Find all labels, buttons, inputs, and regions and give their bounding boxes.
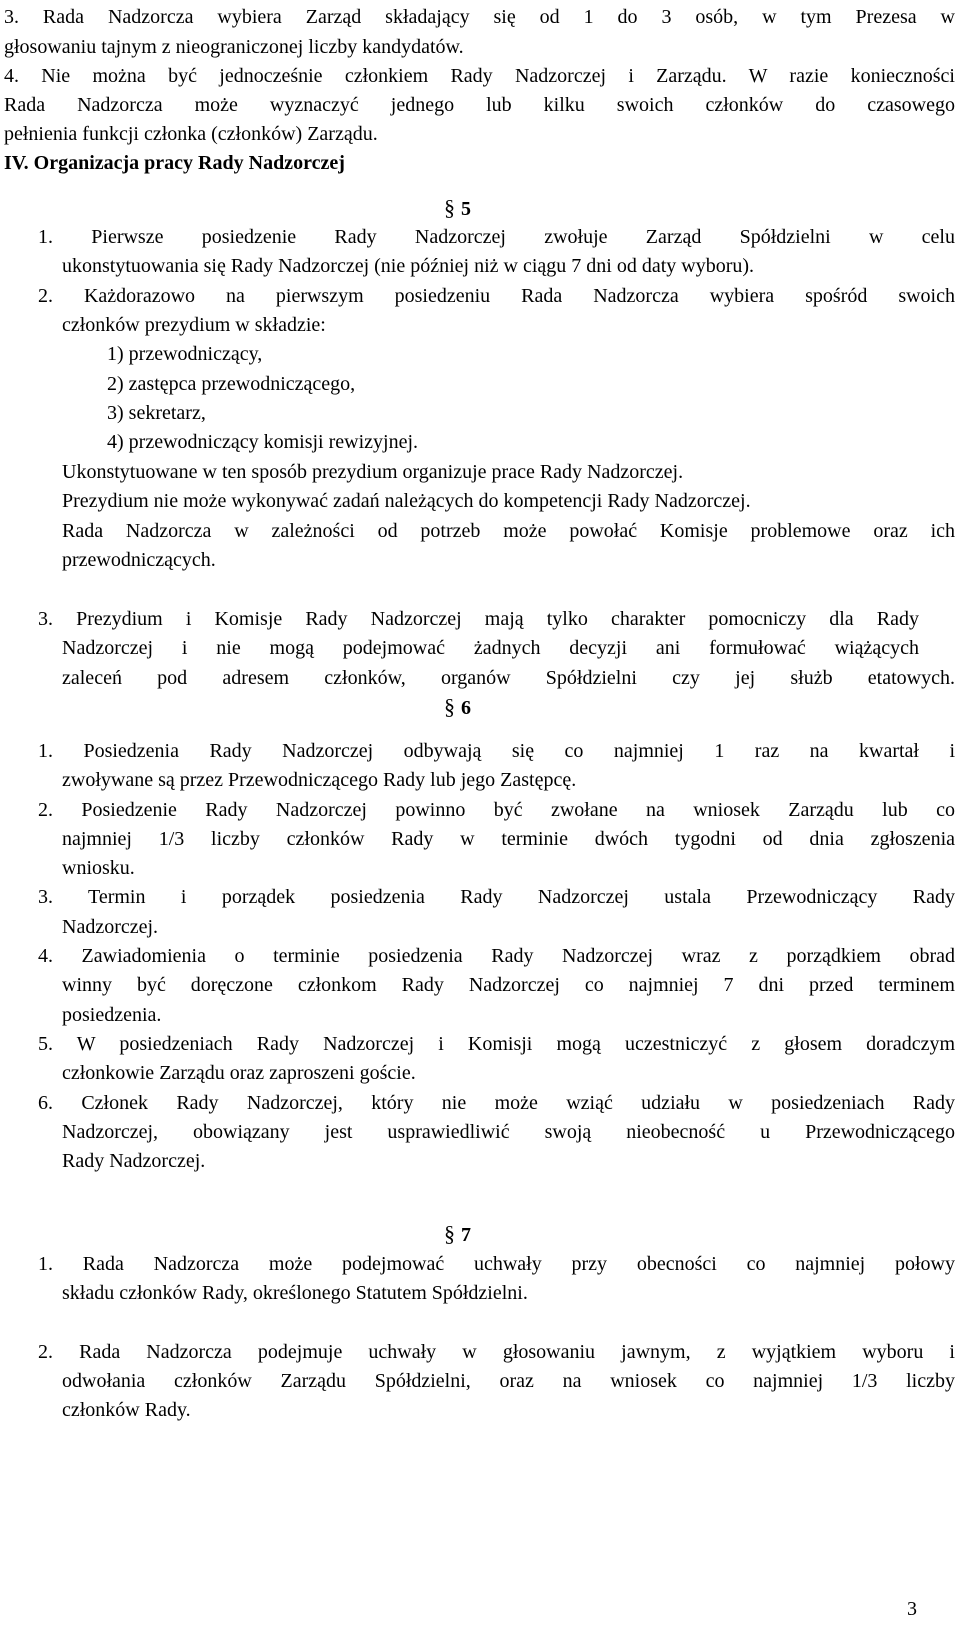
- paragraph-line: przewodniczących.: [62, 549, 216, 571]
- list-item: 1) przewodniczący,: [107, 343, 263, 365]
- paragraph-6-heading: [444, 696, 471, 719]
- section-heading: IV. Organizacja pracy Rady Nadzorczej: [4, 152, 345, 174]
- list-item: członkowie Zarządu oraz zaproszeni goście.: [62, 1062, 416, 1084]
- intro-line: 3. Rada Nadzorcza wybiera Zarząd składający się od 1 do 3 osób, w tym Prezesa w: [4, 6, 955, 28]
- paragraph-number: 5: [461, 198, 471, 220]
- paragraph-line: Rada Nadzorcza w zależności od potrzeb może powołać Komisje problemowe oraz ich: [62, 520, 955, 542]
- paragraph-7-heading: [444, 1223, 471, 1246]
- list-item: Nadzorczej.: [62, 916, 159, 938]
- list-item: 5. W posiedzeniach Rady Nadzorczej i Komisji mogą uczestniczyć z głosem doradczym: [38, 1033, 955, 1055]
- paragraph-number: 7: [461, 1224, 471, 1246]
- list-item: winny być doręczone członkom Rady Nadzorczej co najmniej 7 dni przed terminem: [62, 974, 955, 996]
- list-item: Rady Nadzorczej.: [62, 1150, 206, 1172]
- list-item: Nadzorczej, obowiązany jest usprawiedliwić swoją nieobecność u Przewodniczącego: [62, 1121, 955, 1143]
- list-item: 2. Posiedzenie Rady Nadzorczej powinno być zwołane na wniosek Zarządu lub co: [38, 799, 955, 821]
- section-symbol-icon: §: [444, 1221, 455, 1246]
- paragraph-line: Nadzorczej i nie mogą podejmować żadnych decyzji ani formułować wiążących: [62, 637, 919, 659]
- list-item: 1. Rada Nadzorcza może podejmować uchwały przy obecności co najmniej połowy: [38, 1253, 955, 1275]
- list-item: wniosku.: [62, 857, 135, 879]
- list-item: członków Rady.: [62, 1399, 191, 1421]
- list-item: 1. Posiedzenia Rady Nadzorczej odbywają się co najmniej 1 raz na kwartał i: [38, 740, 955, 762]
- intro-line: głosowaniu tajnym z nieograniczonej liczby kandydatów.: [4, 36, 464, 58]
- list-item: zwoływane są przez Przewodniczącego Rady lub jego Zastępcę.: [62, 769, 577, 791]
- paragraph-number: 6: [461, 697, 471, 719]
- list-item: posiedzenia.: [62, 1004, 162, 1026]
- paragraph-line: 2. Każdorazowo na pierwszym posiedzeniu Rada Nadzorcza wybiera spośród swoich: [38, 285, 955, 307]
- list-item: 4) przewodniczący komisji rewizyjnej.: [107, 431, 418, 453]
- list-item: 3. Termin i porządek posiedzenia Rady Nadzorczej ustala Przewodniczący Rady: [38, 886, 955, 908]
- paragraph-line: Ukonstytuowane w ten sposób prezydium organizuje prace Rady Nadzorczej.: [62, 461, 684, 483]
- list-item: 2. Rada Nadzorcza podejmuje uchwały w głosowaniu jawnym, z wyjątkiem wyboru i: [38, 1341, 955, 1363]
- paragraph-line: 1. Pierwsze posiedzenie Rady Nadzorczej zwołuje Zarząd Spółdzielni w celu: [38, 226, 955, 248]
- paragraph-line: członków prezydium w składzie:: [62, 314, 326, 336]
- paragraph-line: 3. Prezydium i Komisje Rady Nadzorczej mają tylko charakter pomocniczy dla Rady: [38, 608, 919, 630]
- paragraph-5-heading: [444, 197, 471, 220]
- paragraph-line: ukonstytuowania się Rady Nadzorczej (nie później niż w ciągu 7 dni od daty wyboru).: [62, 255, 755, 277]
- section-symbol-icon: §: [444, 195, 455, 220]
- section-symbol-icon: §: [444, 694, 455, 719]
- page-number: 3: [907, 1598, 917, 1620]
- intro-line: 4. Nie można być jednocześnie członkiem Rady Nadzorczej i Zarządu. W razie konieczności: [4, 65, 955, 87]
- list-item: 3) sekretarz,: [107, 402, 206, 424]
- intro-line: Rada Nadzorcza może wyznaczyć jednego lub kilku swoich członków do czasowego: [4, 94, 955, 116]
- intro-line: pełnienia funkcji członka (członków) Zarządu.: [4, 123, 378, 145]
- list-item: 6. Członek Rady Nadzorczej, który nie może wziąć udziału w posiedzeniach Rady: [38, 1092, 955, 1114]
- list-item: 2) zastępca przewodniczącego,: [107, 373, 356, 395]
- list-item: składu członków Rady, określonego Statutem Spółdzielni.: [62, 1282, 528, 1304]
- list-item: odwołania członków Zarządu Spółdzielni, oraz na wniosek co najmniej 1/3 liczby: [62, 1370, 955, 1392]
- list-item: 4. Zawiadomienia o terminie posiedzenia Rady Nadzorczej wraz z porządkiem obrad: [38, 945, 955, 967]
- list-item: najmniej 1/3 liczby członków Rady w terminie dwóch tygodni od dnia zgłoszenia: [62, 828, 955, 850]
- paragraph-line: zaleceń pod adresem członków, organów Spółdzielni czy jej służb etatowych.: [62, 667, 955, 689]
- paragraph-line: Prezydium nie może wykonywać zadań należących do kompetencji Rady Nadzorczej.: [62, 490, 751, 512]
